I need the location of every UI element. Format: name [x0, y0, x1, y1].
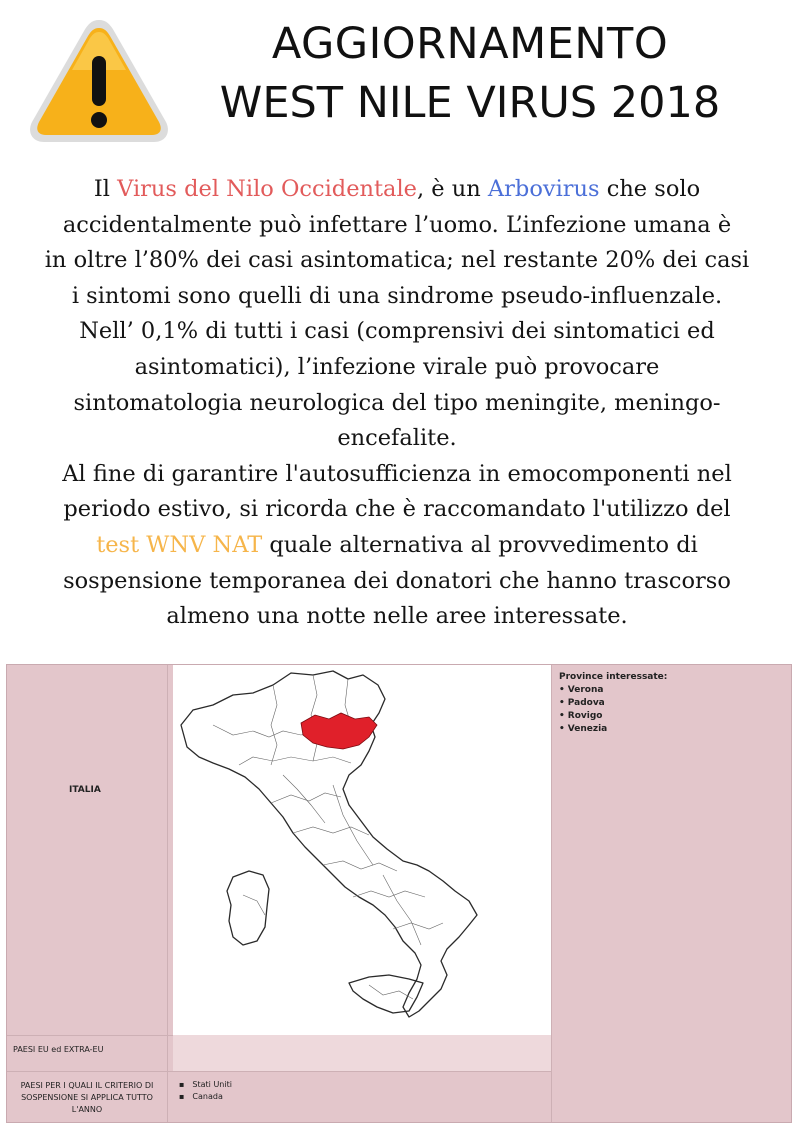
- intro-text: [0, 172, 794, 635]
- page-title: [190, 18, 750, 136]
- intro-line-1: [0, 172, 794, 208]
- title-line-1: AGGIORNAMENTO: [271, 19, 669, 69]
- column-divider: [167, 665, 168, 1122]
- label-line: SOSPENSIONE SI APPLICA TUTTO: [21, 1093, 153, 1102]
- intro-line-10: periodo estivo, si ricorda che è raccomandato l'utilizzo del: [63, 496, 731, 523]
- intro-line-13: almeno una notte nelle aree interessate.: [166, 603, 628, 630]
- test-wnv-nat-highlight: test WNV NAT: [96, 531, 263, 558]
- intro-line-7: sintomatologia neurologica del tipo meningite, meningo-: [73, 389, 721, 416]
- warning-icon: [26, 14, 172, 148]
- row-label-italia: ITALIA: [69, 785, 101, 795]
- text-fragment: quale alternativa al provvedimento di: [262, 531, 698, 558]
- intro-line-8: encefalite.: [337, 425, 457, 452]
- italy-map: [173, 665, 551, 1035]
- intro-line-9: Al fine di garantire l'autosufficienza in emocomponenti nel: [62, 460, 732, 487]
- row-label-year-round: [9, 1080, 165, 1116]
- label-line: L'ANNO: [71, 1105, 103, 1114]
- row-label-eu-extra-eu: PAESI EU ed EXTRA-EU: [13, 1045, 104, 1054]
- intro-line-3: in oltre l’80% dei casi asintomatica; nel restante 20% dei casi: [44, 247, 750, 274]
- criteria-table: [6, 664, 792, 1123]
- intro-line-6: asintomatici), l’infezione virale può provocare: [134, 353, 660, 380]
- eu-extra-eu-cell: [173, 1035, 551, 1071]
- label-line: PAESI PER I QUALI IL CRITERIO DI: [20, 1081, 154, 1090]
- province-item: • Rovigo: [559, 710, 667, 723]
- italy-map-drawing: [173, 665, 551, 1035]
- text-fragment: , è un: [417, 176, 488, 202]
- text-fragment: che solo: [599, 176, 701, 202]
- intro-line-12: sospensione temporanea dei donatori che hanno trascorso: [63, 567, 731, 594]
- country-item: ▪ Stati Uniti: [179, 1079, 232, 1091]
- country-item: ▪ Canada: [179, 1091, 232, 1103]
- intro-line-4: i sintomi sono quelli di una sindrome pseudo-influenzale.: [71, 282, 723, 309]
- column-divider: [551, 665, 552, 1122]
- province-item: • Venezia: [559, 723, 667, 736]
- text-fragment: Il: [93, 176, 118, 202]
- year-round-countries: [179, 1079, 232, 1103]
- row-divider: [7, 1071, 551, 1072]
- province-item: • Verona: [559, 684, 667, 697]
- intro-line-11: [0, 528, 794, 564]
- provinces-list: [559, 671, 667, 736]
- intro-line-5: Nell’ 0,1% di tutti i casi (comprensivi dei sintomatici ed: [79, 318, 715, 345]
- province-item: • Padova: [559, 697, 667, 710]
- arbovirus-highlight: Arbovirus: [487, 176, 600, 202]
- virus-name-highlight: Virus del Nilo Occidentale: [117, 176, 417, 202]
- title-line-2: WEST NILE VIRUS 2018: [219, 78, 721, 128]
- intro-line-2: accidentalmente può infettare l’uomo. L’infezione umana è: [62, 211, 732, 238]
- provinces-title: Province interessate:: [559, 672, 668, 682]
